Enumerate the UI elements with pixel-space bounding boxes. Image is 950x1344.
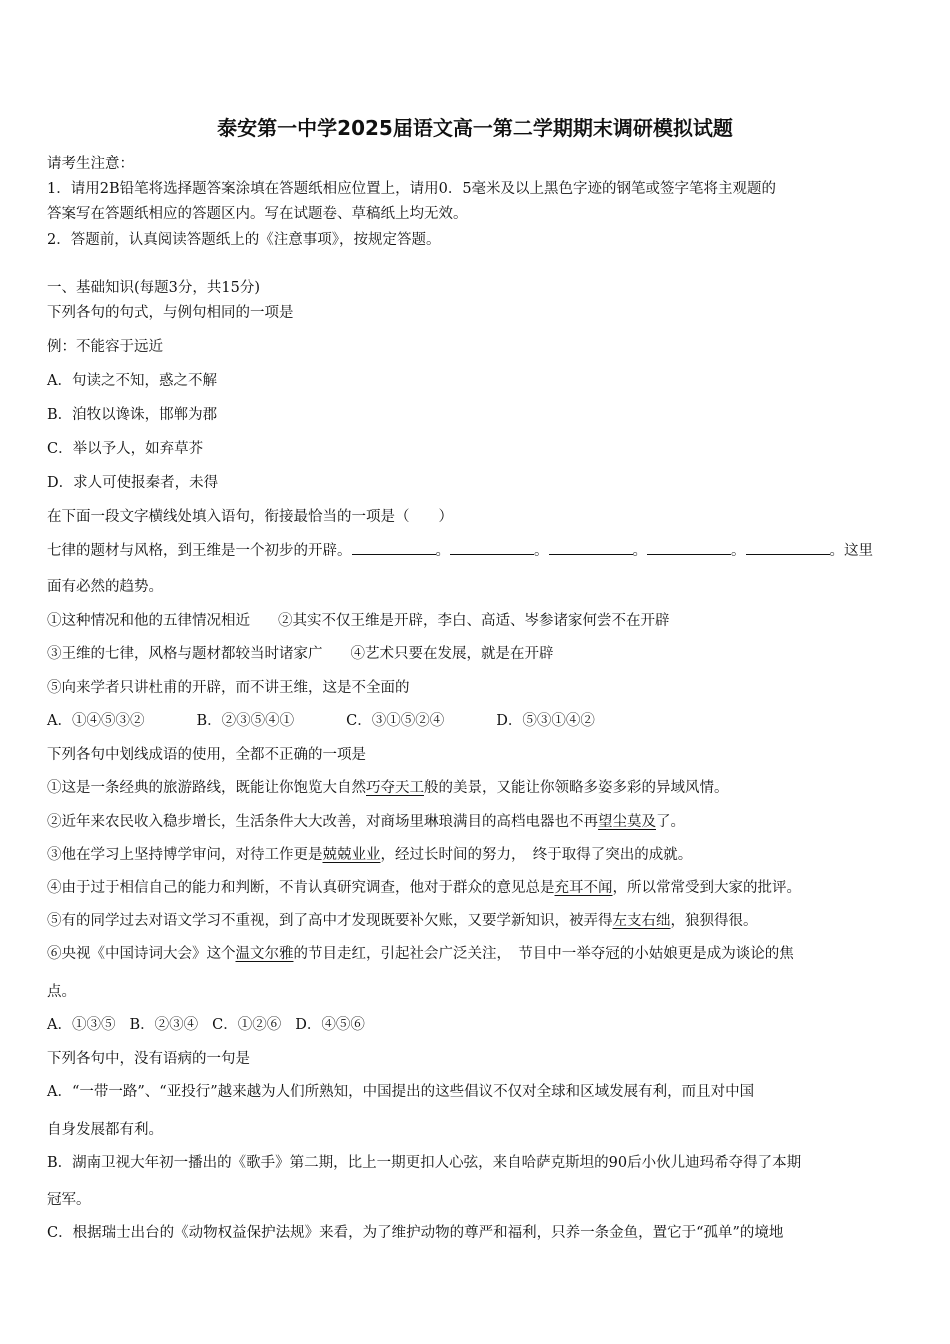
q2-options bbox=[47, 709, 917, 730]
q3-s2-text: ②近年来农民收入稳步增长，生活条件大大改善，对商场里琳琅满目的高档电器也不再 bbox=[47, 814, 598, 830]
q3-sentence-4 bbox=[47, 876, 917, 897]
q2-sentences-3-4 bbox=[47, 642, 917, 663]
q3-option-d: D．④⑤⑥ bbox=[295, 1017, 365, 1033]
q4-stem: 下列各句中，没有语病的一句是 bbox=[47, 1051, 250, 1067]
q3-s5-text-end: ，狼狈得很。 bbox=[670, 913, 758, 929]
q2-passage bbox=[47, 539, 917, 560]
q2-sentences-1-2 bbox=[47, 609, 917, 630]
q2-passage-end: 。这里 bbox=[829, 543, 873, 559]
q3-s6-idiom: 温文尔雅 bbox=[235, 946, 294, 962]
q4-option-a-cont: 自身发展都有利。 bbox=[47, 1122, 163, 1138]
q2-option-a: A．①④⑤③② bbox=[47, 713, 145, 729]
answer-blank bbox=[746, 542, 830, 555]
q3-s2-idiom: 望尘莫及 bbox=[598, 814, 656, 830]
q3-sentence-6-cont: 点。 bbox=[47, 984, 76, 1000]
q2-passage-cont: 面有必然的趋势。 bbox=[47, 579, 163, 595]
q1-option-a: A．句读之不知，惑之不解 bbox=[47, 373, 217, 389]
q3-s4-text-end: ，所以常常受到大家的批评。 bbox=[612, 880, 801, 896]
q4-option-a: A．“一带一路”、“亚投行”越来越为人们所熟知，中国提出的这些倡议不仅对全球和区域发展有利，而且对中国 bbox=[47, 1084, 755, 1100]
q3-s4-idiom: 充耳不闻 bbox=[554, 880, 613, 896]
answer-blank bbox=[450, 542, 534, 555]
q3-s3-idiom: 兢兢业业 bbox=[322, 847, 381, 863]
q3-s5-idiom: 左支右绌 bbox=[612, 913, 671, 929]
q1-option-d: D．求人可使报秦者，未得 bbox=[47, 475, 219, 491]
q3-sentence-1 bbox=[47, 776, 917, 797]
q3-s5-text: ⑤有的同学过去对语文学习不重视，到了高中才发现既要补欠账，又要学新知识，被弄得 bbox=[47, 913, 613, 929]
q2-option-d: D．⑤③①④② bbox=[496, 713, 595, 729]
separator: 。 bbox=[435, 543, 450, 559]
q3-s1-text-end: 般的美景，又能让你领略多姿多彩的异域风情。 bbox=[424, 780, 729, 796]
q3-s2-text-end: 了。 bbox=[656, 814, 685, 830]
q3-s6-text: ⑥央视《中国诗词大会》这个 bbox=[47, 946, 236, 962]
q3-option-b: B．②③④ bbox=[129, 1017, 199, 1033]
q3-sentence-6 bbox=[47, 942, 917, 963]
q3-stem: 下列各句中划线成语的使用，全都不正确的一项是 bbox=[47, 747, 366, 763]
q3-sentence-3 bbox=[47, 843, 917, 864]
notice-item-2: 2．答题前，认真阅读答题纸上的《注意事项》，按规定答题。 bbox=[47, 232, 441, 248]
q3-option-c: C．①②⑥ bbox=[212, 1017, 282, 1033]
q4-option-b-cont: 冠军。 bbox=[47, 1192, 91, 1208]
q3-s4-text: ④由于过于相信自己的能力和判断，不肯认真研究调查，他对于群众的意见总是 bbox=[47, 880, 555, 896]
q4-option-b: B．湖南卫视大年初一播出的《歌手》第二期，比上一期更扣人心弦，来自哈萨克斯坦的90后小伙儿迪玛希夺得了本期 bbox=[47, 1155, 802, 1171]
q1-example: 例：不能容于远近 bbox=[47, 339, 163, 355]
q1-option-b: B．洎牧以谗诛，邯郸为郡 bbox=[47, 407, 218, 423]
q3-s3-text-end: ，经过长时间的努力， 终于取得了突出的成就。 bbox=[380, 847, 693, 863]
q2-option-c: C．③①⑤②④ bbox=[346, 713, 445, 729]
q2-sentence-3: ③王维的七律，风格与题材都较当时诸家广 bbox=[47, 646, 323, 662]
q3-s6-text-end: 的节目走红，引起社会广泛关注， 节目中一举夺冠的小姑娘更是成为谈论的焦 bbox=[293, 946, 794, 962]
q2-sentence-4: ④艺术只要在发展，就是在开辟 bbox=[350, 646, 554, 662]
q2-stem: 在下面一段文字横线处填入语句，衔接最恰当的一项是（ ） bbox=[47, 509, 453, 525]
q2-sentence-5: ⑤向来学者只讲杜甫的开辟，而不讲王维，这是不全面的 bbox=[47, 680, 410, 696]
q3-s3-text: ③他在学习上坚持博学审问，对待工作更是 bbox=[47, 847, 323, 863]
answer-blank bbox=[352, 542, 436, 555]
separator: 。 bbox=[632, 543, 647, 559]
q1-option-c: C．举以予人，如弃草芥 bbox=[47, 441, 204, 457]
q2-option-b: B．②③⑤④① bbox=[196, 713, 295, 729]
exam-title: 泰安第一中学2025届语文高一第二学期期末调研模拟试题 bbox=[217, 116, 733, 140]
q2-sentence-1: ①这种情况和他的五律情况相近 bbox=[47, 613, 250, 629]
q2-sentence-2: ②其实不仅王维是开辟，李白、高适、岑参诸家何尝不在开辟 bbox=[278, 613, 670, 629]
q1-stem: 下列各句的句式，与例句相同的一项是 bbox=[47, 305, 294, 321]
separator: 。 bbox=[731, 543, 746, 559]
q3-options bbox=[47, 1013, 917, 1034]
section-heading: 一、基础知识(每题3分，共15分) bbox=[47, 280, 260, 296]
answer-blank bbox=[549, 542, 633, 555]
separator: 。 bbox=[534, 543, 549, 559]
q3-s1-idiom: 巧夺天工 bbox=[366, 780, 424, 796]
answer-blank bbox=[647, 542, 731, 555]
q4-option-c: C．根据瑞士出台的《动物权益保护法规》来看，为了维护动物的尊严和福利，只养一条金鱼，置它于“孤单”的境地 bbox=[47, 1225, 784, 1241]
notice-heading: 请考生注意： bbox=[47, 156, 134, 172]
q2-passage-start: 七律的题材与风格，到王维是一个初步的开辟。 bbox=[47, 543, 352, 559]
q3-s1-text: ①这是一条经典的旅游路线，既能让你饱览大自然 bbox=[47, 780, 366, 796]
q3-sentence-2 bbox=[47, 810, 917, 831]
notice-item-1: 1．请用2B铅笔将选择题答案涂填在答题纸相应位置上，请用0．5毫米及以上黑色字迹的钢笔或签字笔将主观题的 bbox=[47, 181, 777, 197]
q3-sentence-5 bbox=[47, 909, 917, 930]
q3-option-a: A．①③⑤ bbox=[47, 1017, 116, 1033]
notice-item-1-cont: 答案写在答题纸相应的答题区内。写在试题卷、草稿纸上均无效。 bbox=[47, 206, 468, 222]
